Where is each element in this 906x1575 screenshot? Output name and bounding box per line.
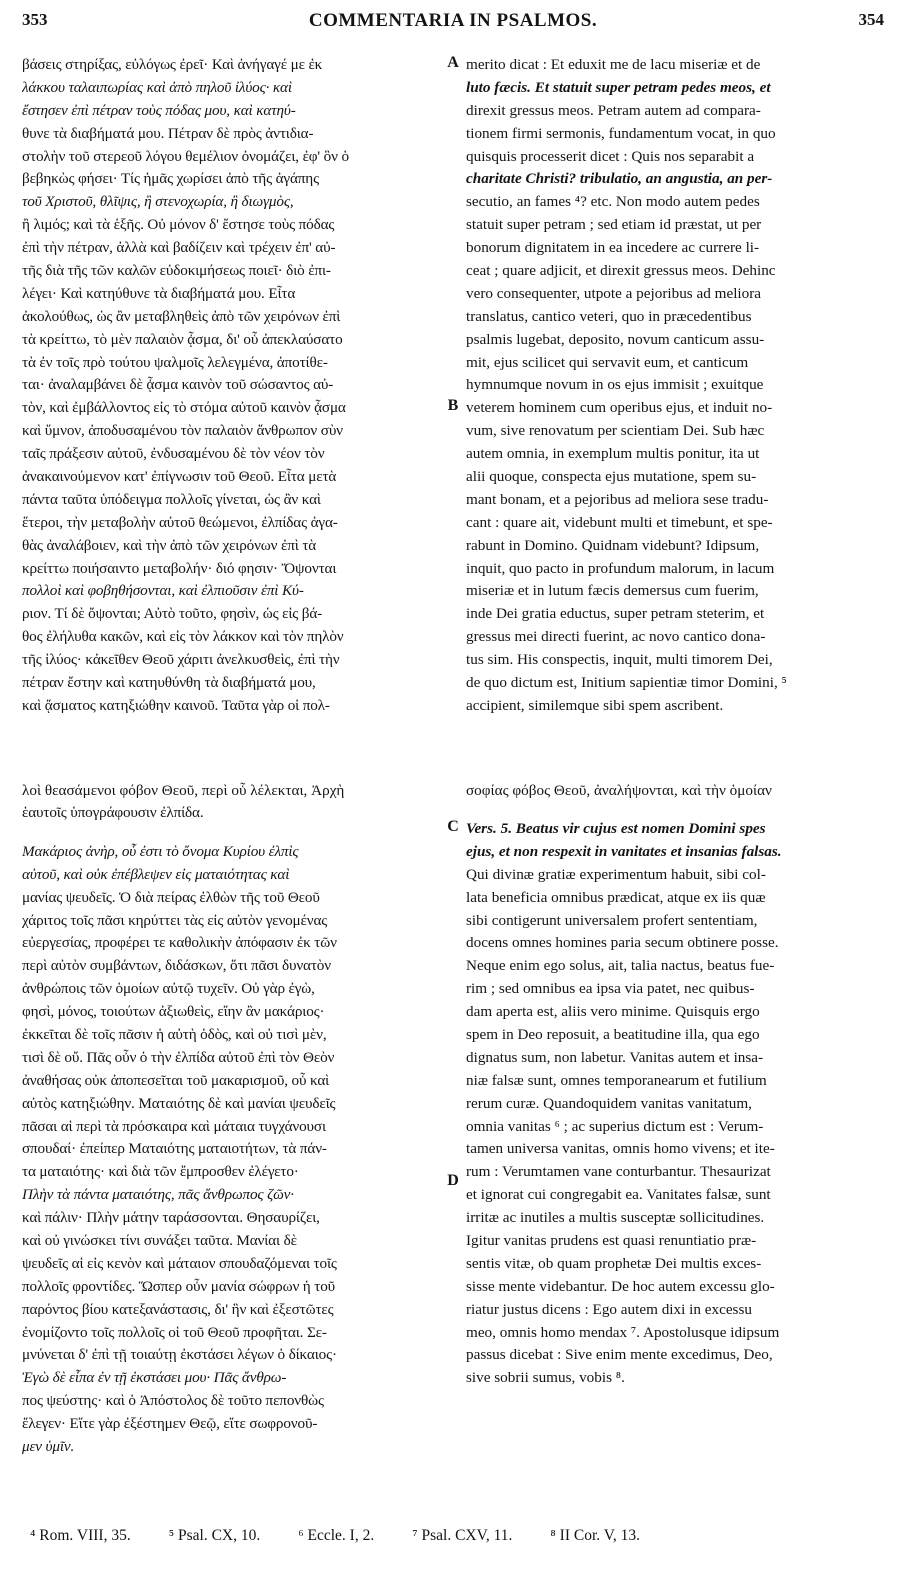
spanning-line	[22, 780, 884, 802]
page-number-right: 354	[858, 10, 884, 29]
text-line: ψευδεῖς αἱ εἰς κενὸν καὶ μάταιον σπουδαζόμεναι τοῖς	[22, 1254, 337, 1272]
text-line: merito dicat : Et eduxit me de lacu miseriæ et de	[466, 56, 761, 73]
latin-text-upper	[466, 54, 884, 718]
text-line: sibi contigerunt universalem profert sententiam,	[466, 911, 758, 929]
text-line: τοῦ Χριστοῦ, θλῖψις, ἢ στενοχωρία, ἢ διωγμὸς,	[22, 193, 294, 211]
margin-letter-d: D	[447, 1172, 459, 1189]
text-line: πέτραν ἔστην καὶ κατηυθύνθη τὰ διαβήματά μου,	[22, 674, 316, 692]
text-line: passus dicebat : Sive enim mente excedimus, Deo,	[466, 1346, 773, 1364]
footnotes	[30, 1524, 884, 1550]
text-line: τὸν, καὶ ἐμβάλλοντος εἰς τὸ στόμα αὐτοῦ καινὸν ᾆσμα	[22, 399, 346, 417]
text-line: λέγει· Καὶ κατηύθυνε τὰ διαβήματά μου. Εἶτα	[22, 284, 296, 302]
text-line: τῆς διὰ τῆς τῶν καλῶν εὐδοκιμήσεως ποιεῖ· διὸ ἐπι-	[22, 262, 331, 280]
text-line: veterem hominem cum operibus ejus, et induit no-	[466, 399, 773, 417]
text-line: riatur justus dicens : Ego autem dixi in excessu	[466, 1300, 752, 1318]
text-line: rerum curæ. Quandoquidem vanitas vanitatum,	[466, 1094, 752, 1112]
text-line: sisse mente videbantur. De hoc autem excessu glo-	[466, 1277, 775, 1295]
text-line: ἕτεροι, τὴν μεταβολὴν αὐτοῦ θεώμενοι, ἐλπίδας ἀγα-	[22, 513, 338, 531]
text-line: μνύνεται δ' ἐπὶ τῇ τοιαύτῃ ἐκστάσει λέγων ὁ δίκαιος·	[22, 1346, 337, 1364]
page-number-left: 353	[22, 10, 48, 29]
text-line: κρείττω ποιήσαιντο μεταβολήν· διό φησιν· Ὄψονται	[22, 559, 337, 577]
text-line: dam aperta est, aliis vero minime. Quisquis ergo	[466, 1003, 760, 1021]
greek-column	[22, 54, 442, 718]
text-line: de quo dictum est, Initium sapientiæ timor Domini, ⁵	[466, 674, 787, 692]
text-line: βάσεις στηρίξας, εὐλόγως ἐρεῖ· Καὶ ἀνήγαγέ με ἐκ	[22, 56, 323, 73]
text-line: docens omnes homines paria secum obtinere posse.	[466, 934, 779, 952]
spanning-line-right: σοφίας φόβος Θεοῦ, ἀναλήψονται, καὶ τὴν ὁμοίαν	[466, 782, 772, 799]
text-line: ἔλεγεν· Εἴτε γὰρ ἐξέστημεν Θεῷ, εἴτε σωφρονοῦ-	[22, 1415, 318, 1433]
running-title: COMMENTARIA IN PSALMOS.	[308, 10, 598, 31]
text-line: charitate Christi? tribulatio, an angustia, an per-	[466, 170, 773, 188]
text-line: ceat ; quare adjicit, et direxit gressus meos. Dehinc	[466, 262, 776, 280]
text-line: ἢ λιμός; καὶ τὰ ἑξῆς. Οὐ μόνον δ' ἔστησε τοὺς πόδας	[22, 216, 335, 234]
footnote: ⁶ Eccle. I, 2.	[298, 1527, 375, 1544]
text-line: περὶ αὐτὸν συμβάντων, διδάσκων, ὅτι πᾶσι δυνατὸν	[22, 957, 331, 975]
text-line: Πλὴν τὰ πάντα ματαιότης, πᾶς ἄνθρωπος ζῶν·	[22, 1186, 294, 1204]
text-line: miseriæ et in lutum fæcis demersus cum fuerim,	[466, 582, 759, 600]
text-line: αὐτοῦ, καὶ οὐκ ἐπέβλεψεν εἰς ματαιότητας καὶ	[22, 865, 290, 883]
text-line: ριον. Τί δὲ ὄψονται; Αὐτὸ τοῦτο, φησὶν, ὡς εἰς βά-	[22, 605, 323, 623]
text-line: Qui divinæ gratiæ experimentum habuit, sibi col-	[466, 865, 766, 883]
text-line: irritæ ac inutiles a multis susceptæ sollicitudines.	[466, 1209, 765, 1227]
text-line: secutio, an fames ⁴? etc. Non modo autem pedes	[466, 193, 760, 211]
text-line: ἐνομίζοντο τοῖς πολλοῖς οἱ τοῦ Θεοῦ προφῆται. Σε-	[22, 1323, 327, 1341]
text-line: omnia vanitas ⁶ ; ac superius dictum est : Verum-	[466, 1117, 764, 1135]
text-line: rim ; sed omnibus ea ipsa via patet, nec quibus-	[466, 980, 755, 998]
text-line: σπουδαί· ἐπείπερ Ματαιότης ματαιοτήτων, τὰ πάν-	[22, 1140, 327, 1158]
text-line: sentis vitæ, ob quam prophetæ Dei multis exces-	[466, 1254, 762, 1272]
text-line: statuit super petram ; sed etiam id præstat, ut per	[466, 216, 762, 234]
text-line: direxit gressus meos. Petram autem ad compara-	[466, 101, 761, 119]
text-line: rabunt in Domino. Quidnam videbunt? Idipsum,	[466, 536, 760, 554]
text-line: sive sobrii sumus, vobis ⁸.	[466, 1369, 625, 1387]
text-line: πολλοῖς φροντίδες. Ὥσπερ οὖν μανία σώφρων ἡ τοῦ	[22, 1277, 336, 1295]
footnote: ⁵ Psal. CX, 10.	[168, 1527, 261, 1544]
text-line: ἐπὶ τὴν πέτραν, ἀλλὰ καὶ βαδίζειν καὶ τρέχειν ἐπ' αὐ-	[22, 239, 336, 257]
text-line: mant bonam, et a pejoribus ad meliora sese tradu-	[466, 490, 769, 508]
text-line: spem in Deo reposuit, a beatitudine illa, qua ego	[466, 1026, 760, 1044]
margin-letter-a: A	[447, 54, 459, 71]
latin-column	[466, 54, 884, 718]
text-line: mit, ejus scilicet qui servavit eum, et canticum	[466, 353, 749, 371]
text-line: τισὶ δὲ οὔ. Πᾶς οὖν ὁ τὴν ἐλπίδα αὐτοῦ ἐπὶ τὸν Θεὸν	[22, 1048, 335, 1066]
text-line: χάριτος τοῖς πᾶσι κηρύττει τὰς εἰς αὐτὸν γενομένας	[22, 911, 328, 929]
text-line: inde Dei gratia eductus, super petram steterim, et	[466, 605, 765, 623]
text-line: μανίας ψευδεῖς. Ὁ διὰ πείρας ἐλθὼν τῆς τοῦ Θεοῦ	[22, 888, 320, 906]
latin-text-lower	[466, 818, 884, 1390]
text-line: Μακάριος ἀνὴρ, οὗ ἐστι τὸ ὄνομα Κυρίου ἐλπὶς	[22, 842, 299, 860]
text-line: meo, omnis homo mendax ⁷. Apostolusque idipsum	[466, 1323, 780, 1341]
text-line: tamen universa vanitas, omnis homo vivens; et ite-	[466, 1140, 775, 1158]
text-line: στολὴν τοῦ στερεοῦ λόγου θεμέλιον ὀνομάζει, ἐφ' ὃν ὁ	[22, 147, 349, 165]
text-line: παρόντος βίου κατεξανάστασις, δι' ἣν καὶ ἐξεστῶτες	[22, 1300, 334, 1318]
text-line: λάκκου ταλαιπωρίας καὶ ἀπὸ πηλοῦ ἰλύος· καὶ	[22, 78, 292, 96]
text-line: καὶ ᾄσματος κατηξιώθην καινοῦ. Ταῦτα γὰρ οἱ πολ-	[22, 696, 330, 714]
text-line: πᾶσαι αἱ περὶ τὰ πρόσκαιρα καὶ μάταια τυγχάνουσι	[22, 1117, 326, 1135]
greek-text-upper	[22, 54, 442, 718]
text-line: Neque enim ego solus, ait, talia nactus, beatus fue-	[466, 957, 775, 975]
text-line: πολλοὶ καὶ φοβηθήσονται, καὶ ἐλπιοῦσιν ἐπὶ Κύ-	[22, 582, 304, 600]
text-line: καὶ ὕμνον, ἀποδυσαμένου τὸν παλαιὸν ἄνθρωπον σὺν	[22, 422, 343, 440]
text-line: quisquis processerit dicet : Quis nos separabit a	[466, 147, 755, 165]
text-line: niæ falsæ sunt, omnes temporanearum et futilium	[466, 1071, 767, 1089]
text-line: vum, sive renovatum per scientiam Dei. Sub hæc	[466, 422, 765, 440]
text-line: τῆς ἰλύος· κἀκεῖθεν Θεοῦ χάριτι ἀνελκυσθεὶς, ἐπὶ τὴν	[22, 651, 340, 669]
greek-text-closing	[22, 802, 442, 825]
text-line: ἐκκεῖται δὲ τοῖς πᾶσιν ἡ αὐτὴ ὁδὸς, καὶ οὐ τισὶ μὲν,	[22, 1026, 327, 1044]
text-line: τα ματαιότης· καὶ διὰ τῶν ἔμπροσθεν ἐλέγετο·	[22, 1163, 299, 1181]
latin-column-lower	[466, 818, 884, 1390]
margin-letter-c: C	[447, 818, 459, 835]
text-line: ἀκολούθως, ὡς ἂν μεταβληθεὶς ἀπὸ τῶν χειρόνων ἐπὶ	[22, 307, 341, 325]
text-line: ejus, et non respexit in vanitates et insanias falsas.	[466, 842, 782, 860]
text-line: ἀναθήσας οὐκ ἀποπεσεῖται τοῦ μακαρισμοῦ, οὗ καὶ	[22, 1071, 330, 1089]
text-line: cant : quare ait, videbunt multi et timebunt, et spe-	[466, 513, 773, 531]
text-line: φησὶ, μόνος, τοιούτων ἀξιωθεὶς, εἴην ἂν μακάριος·	[22, 1003, 325, 1021]
text-line: ἀνακαινούμενον κατ' ἐπίγνωσιν τοῦ Θεοῦ. Εἶτα μετὰ	[22, 468, 337, 486]
text-line: βεβηκὼς φήσει· Τίς ἡμᾶς χωρίσει ἀπὸ τῆς ἀγάπης	[22, 170, 319, 188]
text-line: καὶ οὐ γινώσκει τίνι συνάξει ταῦτα. Μανίαι δὲ	[22, 1232, 297, 1250]
text-line: μεν ὑμῖν.	[22, 1438, 75, 1456]
text-line: bonorum dignitatem in ea incedere ac currere li-	[466, 239, 760, 257]
text-line: ταῖς πράξεσιν αὐτοῦ, ἐνδυσαμένου δὲ τὸν νέον τὸν	[22, 445, 325, 463]
text-line: hymnumque novum in os ejus immisit ; exuitque	[466, 376, 764, 394]
text-line: αὐτὸς κατηξιώθην. Ματαιότης δὲ καὶ μανίαι ψευδεῖς	[22, 1094, 336, 1112]
text-line: πάντα ταῦτα ὑπόδειγμα πολλοῖς γίνεται, ὡς ἂν καὶ	[22, 490, 321, 508]
text-line: inquit, quo pacto in profundum malorum, in lacum	[466, 559, 775, 577]
text-line: alii quoque, conspecta ejus mutatione, spem su-	[466, 468, 757, 486]
margin-letter-b: B	[447, 397, 459, 414]
text-line: tus sim. His conspectis, inquit, multi timorem Dei,	[466, 651, 773, 669]
text-line: autem omnia, in exemplum multis ponitur, ita ut	[466, 445, 760, 463]
footnote: ⁷ Psal. CXV, 11.	[412, 1527, 513, 1544]
text-line: πος ψεύστης· καὶ ὁ Ἀπόστολος δὲ τοῦτο πεπονθὼς	[22, 1392, 324, 1410]
text-line: τὰ κρείττω, τὸ μὲν παλαιὸν ᾆσμα, δι' οὗ ἀπεκλαύσατο	[22, 330, 343, 348]
text-line: ἀνθρώποις τῶν ὁμοίων αὐτῷ τυχεῖν. Οὐ γὰρ ἐγὼ,	[22, 980, 315, 998]
greek-text-lower	[22, 841, 442, 1459]
text-line: Ἐγὼ δὲ εἶπα ἐν τῇ ἐκστάσει μου· Πᾶς ἄνθρω-	[22, 1369, 287, 1387]
text-line: dignatus sum, non labetur. Vanitas autem et insa-	[466, 1048, 764, 1066]
text-line: luto fæcis. Et statuit super petram pedes meos, et	[466, 78, 771, 96]
footnote: ⁸ II Cor. V, 13.	[550, 1527, 641, 1544]
text-line: θυνε τὰ διαβήματά μου. Πέτραν δὲ πρὸς ἀντιδια-	[22, 124, 314, 142]
text-line: Igitur vanitas prudens est quasi renuntiatio præ-	[466, 1232, 757, 1250]
text-line: vero consequenter, utpote a pejoribus ad meliora	[466, 284, 762, 302]
text-line: θος ἐλήλυθα κακῶν, καὶ εἰς τὸν λάκκον καὶ τὸν πηλὸν	[22, 628, 344, 646]
greek-column-lower	[22, 802, 442, 1459]
text-line: lata beneficia omnibus prædicat, atque ex iis quæ	[466, 888, 766, 906]
text-line: accipient, similemque sibi spem ascribent.	[466, 696, 724, 714]
text-line: τὰ ἐν τοῖς πρὸ τούτου ψαλμοῖς λελεγμένα, ἀποτίθε-	[22, 353, 328, 371]
text-line: θὰς ἀναλάβοιεν, καὶ τὴν ἀπὸ τῶν χειρόνων ἐπὶ τὰ	[22, 536, 317, 554]
text-line: ται· ἀναλαμβάνει δὲ ᾆσμα καινὸν τοῦ σώσαντος αὐ-	[22, 376, 334, 394]
text-line: εὐεργεσίας, προφέρει τε καθολικὴν ἀπόφασιν ἐκ τῶν	[22, 934, 337, 952]
running-header	[22, 6, 884, 40]
text-line: tionem firmi sermonis, fundamentum vocat, in quo	[466, 124, 776, 142]
text-line: καὶ πάλιν· Πλὴν μάτην ταράσσονται. Θησαυρίζει,	[22, 1209, 320, 1227]
spanning-line-left: λοὶ θεασάμενοι φόβον Θεοῦ, περὶ οὗ λέλεκται, Ἀρχὴ	[22, 782, 345, 799]
text-line: psalmis lugebat, deposito, novum canticum assu-	[466, 330, 765, 348]
text-line: ἔστησεν ἐπὶ πέτραν τοὺς πόδας μου, καὶ κατηύ-	[22, 101, 296, 119]
text-line: Vers. 5. Beatus vir cujus est nomen Domini spes	[466, 820, 766, 837]
text-line: gressus mei directi fuerint, ac novo cantico dona-	[466, 628, 766, 646]
text-line: rum : Verumtamen vane conturbantur. Thesaurizat	[466, 1163, 771, 1181]
text-line: translatus, cantico veteri, quo in præcedentibus	[466, 307, 752, 325]
text-line: et ignorat cui congregabit ea. Vanitates falsæ, sunt	[466, 1186, 771, 1204]
footnote: ⁴ Rom. VIII, 35.	[30, 1527, 131, 1544]
text-line: ἑαυτοῖς ὑπογράφουσιν ἐλπίδα.	[22, 804, 204, 821]
